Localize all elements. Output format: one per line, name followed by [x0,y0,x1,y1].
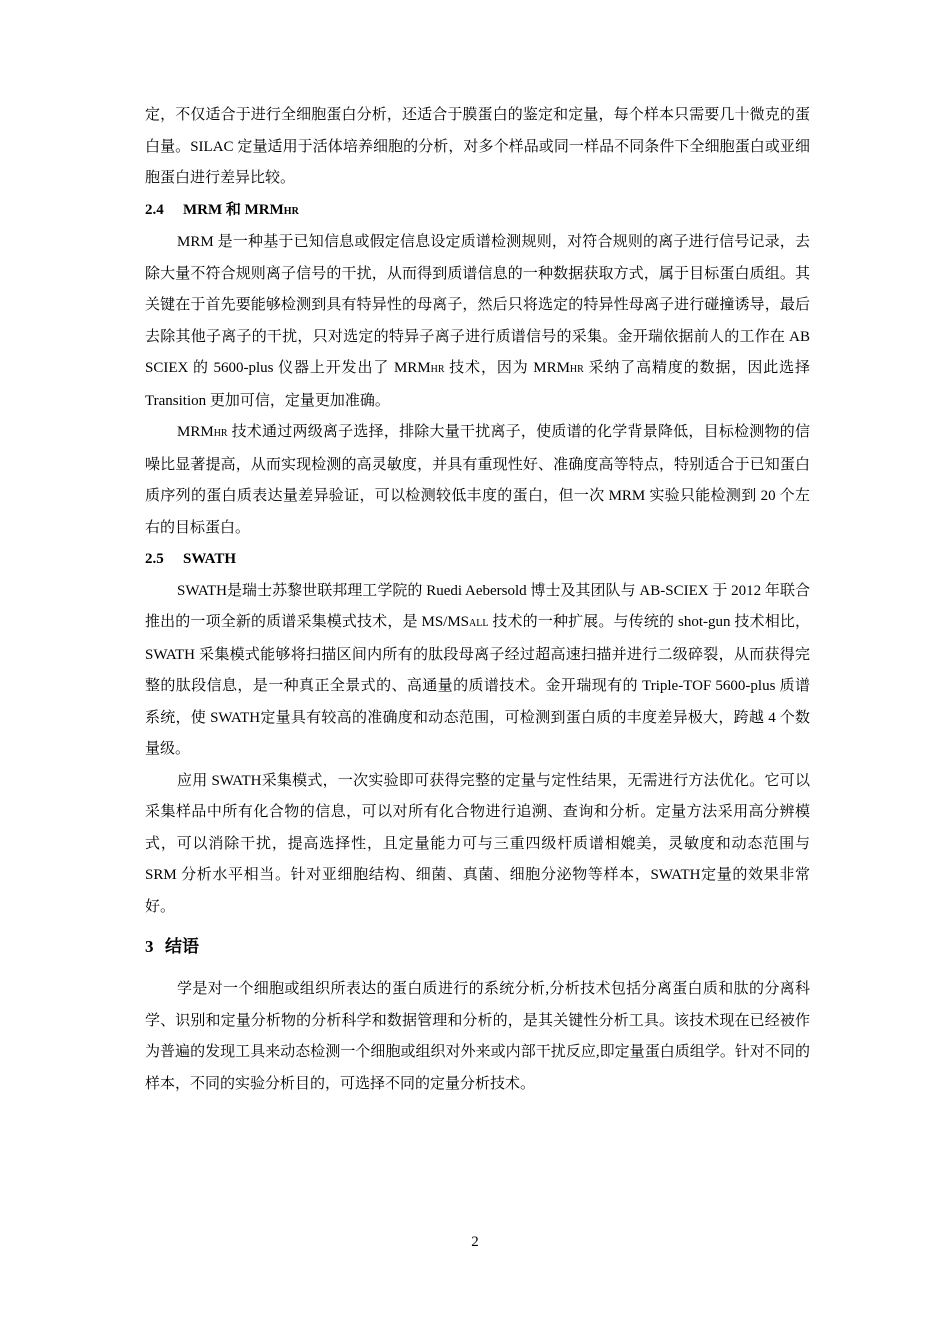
section-number: 3 [145,937,154,956]
page-number: 2 [471,1234,479,1250]
section-heading-2-5 [145,544,810,576]
paragraph-conclusion: 学是对一个细胞或组织所表达的蛋白质进行的系统分析,分析技术包括分离蛋白质和肽的分离科学、识别和定量分析物的分析科学和数据管理和分析的，是其关键性分析工具。该技术现在已经被作为普遍的发现工具来动态检测一个细胞或组织对外来或内部干扰反应,即定量蛋白质组学。针对不同的样本，不同的实验分析目的，可选择不同的定量分析技术。 [145,981,810,1092]
section-number: 2.4 [145,201,164,218]
paragraph-mrm-intro: MRM 是一种基于已知信息或假定信息设定质谱检测规则，对符合规则的离子进行信号记录，去除大量不符合规则离子信号的干扰，从而得到质谱信息的一种数据获取方式，属于目标蛋白质组。其关键在于首先要能够检测到具有特异性的母离子，然后只将选定的特异性母离子进行碰撞诱导，最后去除其他子离子的干扰，只对选定的特异子离子进行质谱信号的采集。金开瑞依据前人的工作在 AB SCIEX 的 5600-plus 仪器上开发出了 MRMHR 技术，因为 MRMHR 采纳了高精度的数据，因此选择 Transition 更加可信，定量更加准确。 [145,234,810,409]
paragraph-swath-application: 应用 SWATH采集模式，一次实验即可获得完整的定量与定性结果，无需进行方法优化。它可以采集样品中所有化合物的信息，可以对所有化合物进行追溯、查询和分析。定量方法采用高分辨模式，可以消除干扰，提高选择性，且定量能力可与三重四级杆质谱相媲美，灵敏度和动态范围与 SRM 分析水平相当。针对亚细胞结构、细菌、真菌、细胞分泌物等样本，SWATH定量的效果非常好。 [145,772,810,915]
section-number: 2.5 [145,551,164,567]
section-title: SWATH [183,551,237,567]
section-heading-3 [145,931,810,962]
paragraph-swath-intro: SWATH是瑞士苏黎世联邦理工学院的 Ruedi Aebersold 博士及其团队与 AB-SCIEX 于 2012 年联合推出的一项全新的质谱采集模式技术，是 MS/MSALL 技术的一种扩展。与传统的 shot-gun 技术相比，SWATH 采集模式能够将扫描区间内所有的肽段母离子经过超高速扫描并进行二级碎裂，从而获得完整的肽段信息，是一种真正全景式的、高通量的质谱技术。金开瑞现有的 Triple-TOF 5600-plus 质谱系统，使 SWATH定量具有较高的准确度和动态范围，可检测到蛋白质的丰度差异极大，跨越 4 个数量级。 [145,582,810,757]
page-content [145,100,810,1100]
section-title: MRM 和 MRMHR [183,201,299,218]
paragraph-silac-tail: 定，不仅适合于进行全细胞蛋白分析，还适合于膜蛋白的鉴定和定量，每个样本只需要几十微克的蛋白量。SILAC 定量适用于活体培养细胞的分析，对多个样品或同一样品不同条件下全细胞蛋白或亚细胞蛋白进行差异比较。 [145,107,810,186]
paragraph-mrmhr-advantages: MRMHR 技术通过两级离子选择，排除大量干扰离子，使质谱的化学背景降低，目标检测物的信噪比显著提高，从而实现检测的高灵敏度，并具有重现性好、准确度高等特点，特别适合于已知蛋白质序列的蛋白质表达量差异验证，可以检测较低丰度的蛋白，但一次 MRM 实验只能检测到 20 个左右的目标蛋白。 [145,424,810,536]
section-heading-2-4 [145,195,810,228]
section-title: 结语 [165,937,199,956]
